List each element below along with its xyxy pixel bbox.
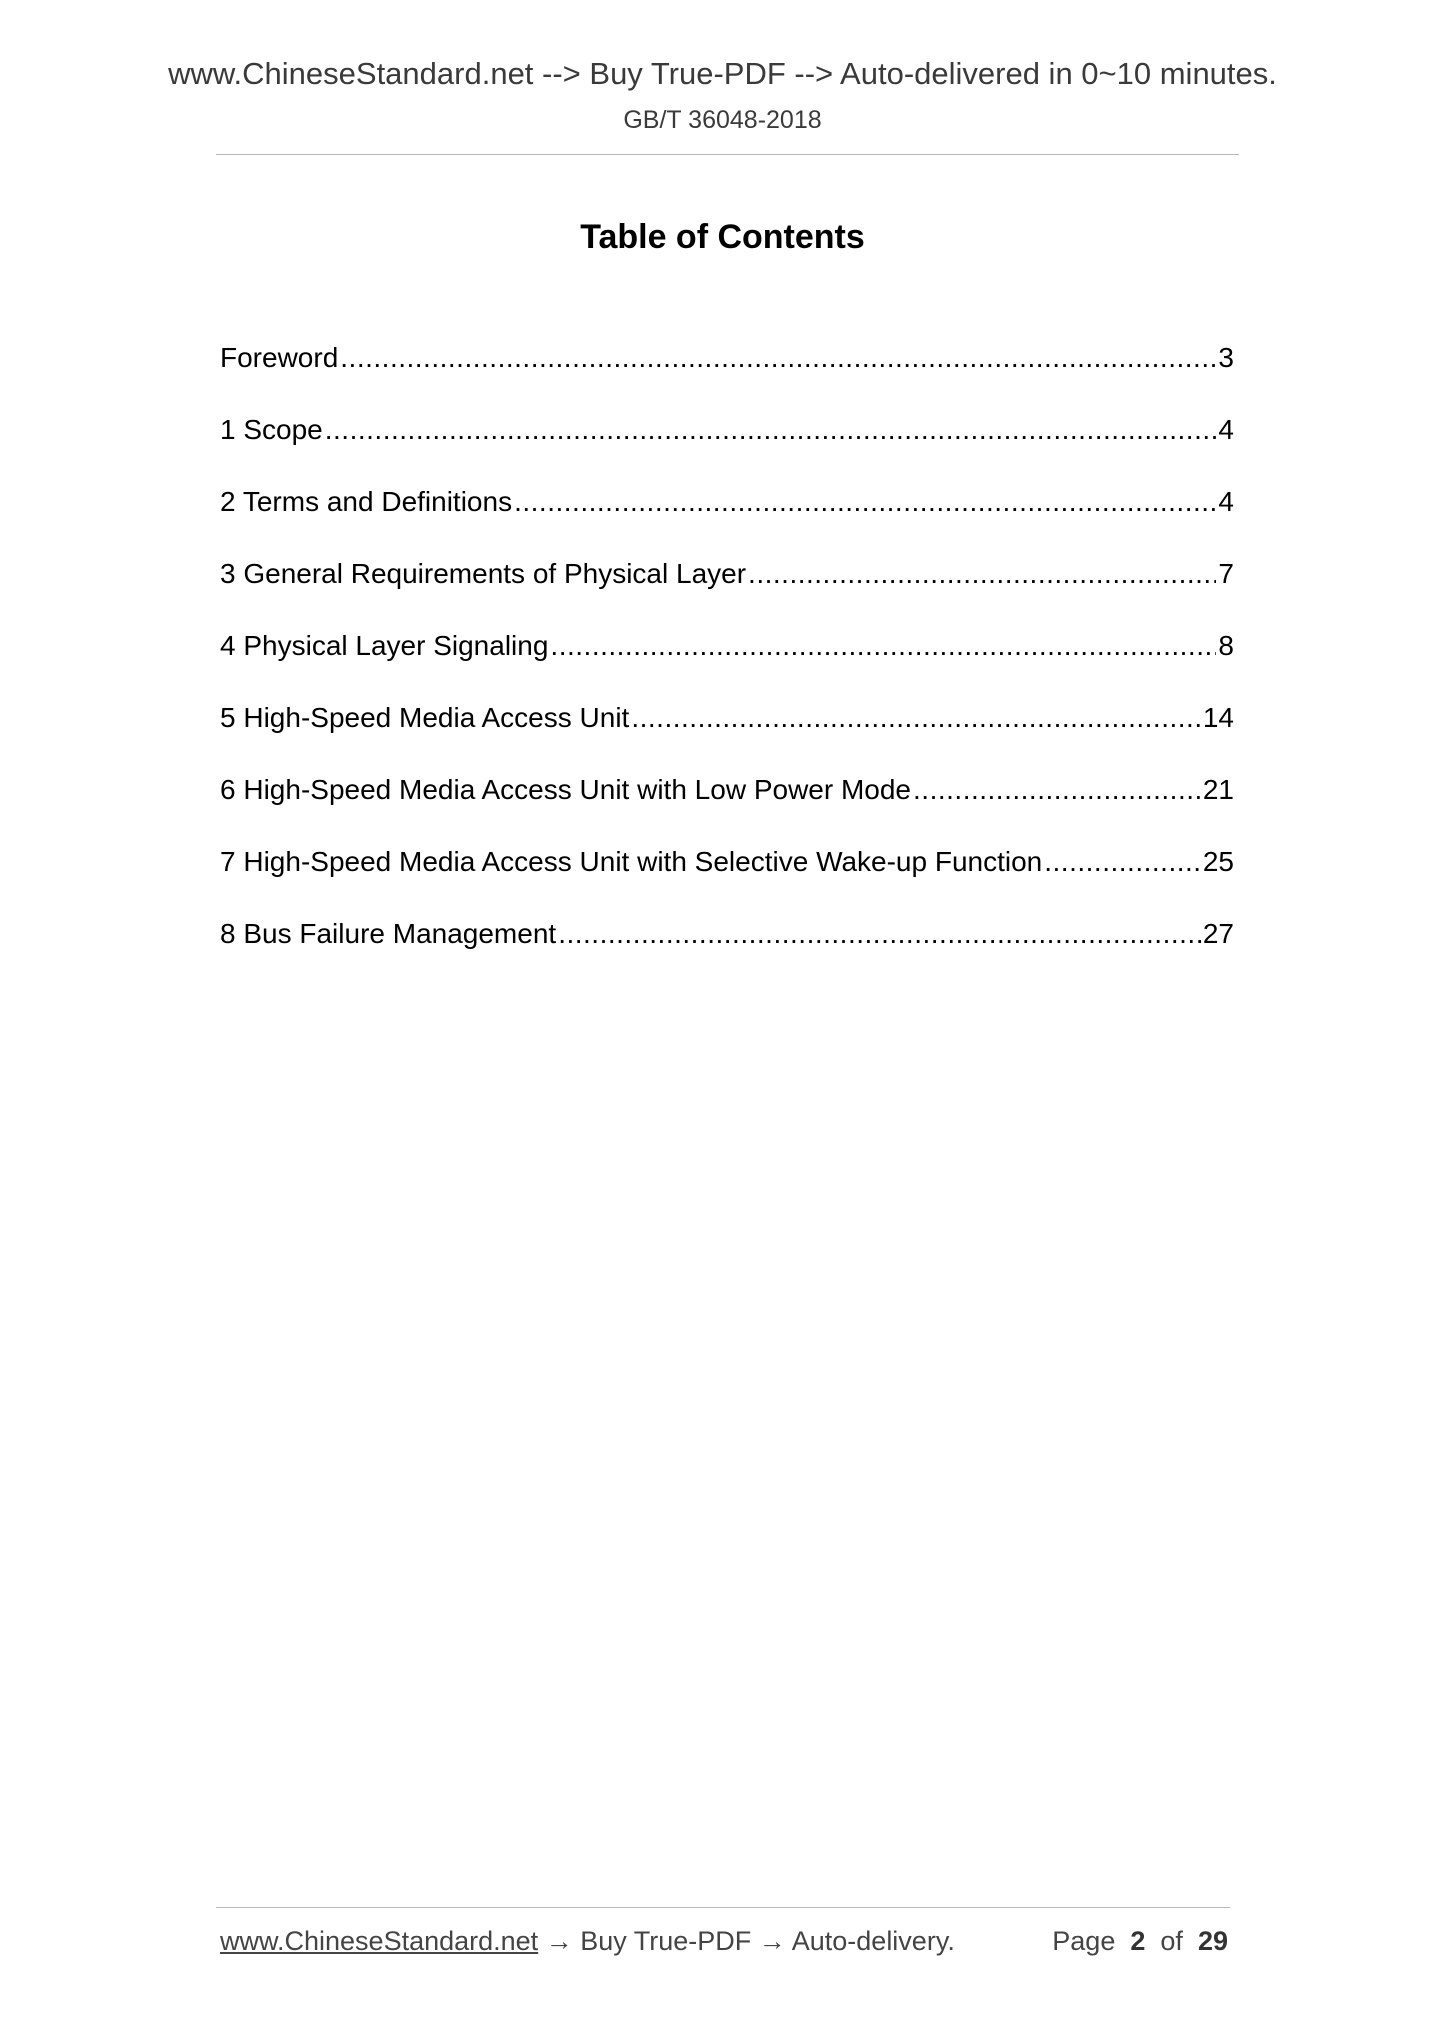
toc-leader-dots	[558, 914, 1201, 954]
of-word: of	[1160, 1926, 1183, 1956]
toc-leader-dots	[514, 482, 1216, 522]
toc-entry-selective-wake-up[interactable]	[220, 842, 1234, 914]
toc-entry-label: Foreword	[220, 342, 339, 373]
toc-entry-label: 8 Bus Failure Management	[220, 918, 557, 949]
toc-entry-terms-and-definitions[interactable]	[220, 482, 1234, 554]
page-word: Page	[1052, 1926, 1116, 1956]
toc-entry-low-power-mode[interactable]	[220, 770, 1234, 842]
toc-entry-page: 4	[1218, 414, 1234, 445]
toc-entry-physical-layer-signaling[interactable]	[220, 626, 1234, 698]
document-id: GB/T 36048-2018	[623, 106, 822, 134]
header-divider	[216, 154, 1239, 155]
toc-entry-label: 1 Scope	[220, 414, 323, 445]
footer-divider	[216, 1907, 1230, 1908]
toc-entry-general-requirements[interactable]	[220, 554, 1234, 626]
header-banner: www.ChineseStandard.net --> Buy True-PDF --> Auto-delivered in 0~10 minutes.	[168, 56, 1277, 91]
toc-entry-page: 4	[1218, 486, 1234, 517]
toc-entry-foreword[interactable]	[220, 338, 1234, 410]
page-indicator	[1052, 1926, 1228, 1957]
current-page-number: 2	[1130, 1926, 1146, 1956]
footer-website-link[interactable]: www.ChineseStandard.net	[220, 1926, 539, 1956]
toc-entry-high-speed-media-access-unit[interactable]	[220, 698, 1234, 770]
toc-entry-label: 5 High-Speed Media Access Unit	[220, 702, 630, 733]
total-page-count: 29	[1197, 1926, 1228, 1956]
toc-entry-label: 3 General Requirements of Physical Layer	[220, 558, 747, 589]
footer-tagline: → Buy True-PDF → Auto-delivery.	[538, 1926, 955, 1956]
toc-entry-page: 21	[1202, 774, 1234, 805]
toc-entry-page: 14	[1202, 702, 1234, 733]
toc-entry-label: 2 Terms and Definitions	[220, 486, 513, 517]
toc-leader-dots	[1044, 842, 1201, 882]
toc-entry-page: 25	[1202, 846, 1234, 877]
footer-left	[220, 1926, 955, 1957]
toc-entry-page: 27	[1202, 918, 1234, 949]
toc-leader-dots	[913, 770, 1201, 810]
toc-entry-scope[interactable]	[220, 410, 1234, 482]
toc-entry-page: 8	[1218, 630, 1234, 661]
toc-entry-page: 3	[1218, 342, 1234, 373]
toc-leader-dots	[340, 338, 1216, 378]
toc-entry-page: 7	[1218, 558, 1234, 589]
toc-entry-label: 7 High-Speed Media Access Unit with Selective Wake-up Function	[220, 846, 1043, 877]
toc-leader-dots	[748, 554, 1216, 594]
toc-entry-label: 6 High-Speed Media Access Unit with Low Power Mode	[220, 774, 912, 805]
toc-entry-label: 4 Physical Layer Signaling	[220, 630, 549, 661]
toc-list	[220, 338, 1234, 986]
toc-leader-dots	[631, 698, 1201, 738]
toc-title: Table of Contents	[580, 218, 865, 256]
toc-entry-bus-failure-management[interactable]	[220, 914, 1234, 986]
toc-leader-dots	[550, 626, 1216, 666]
toc-leader-dots	[325, 410, 1217, 450]
